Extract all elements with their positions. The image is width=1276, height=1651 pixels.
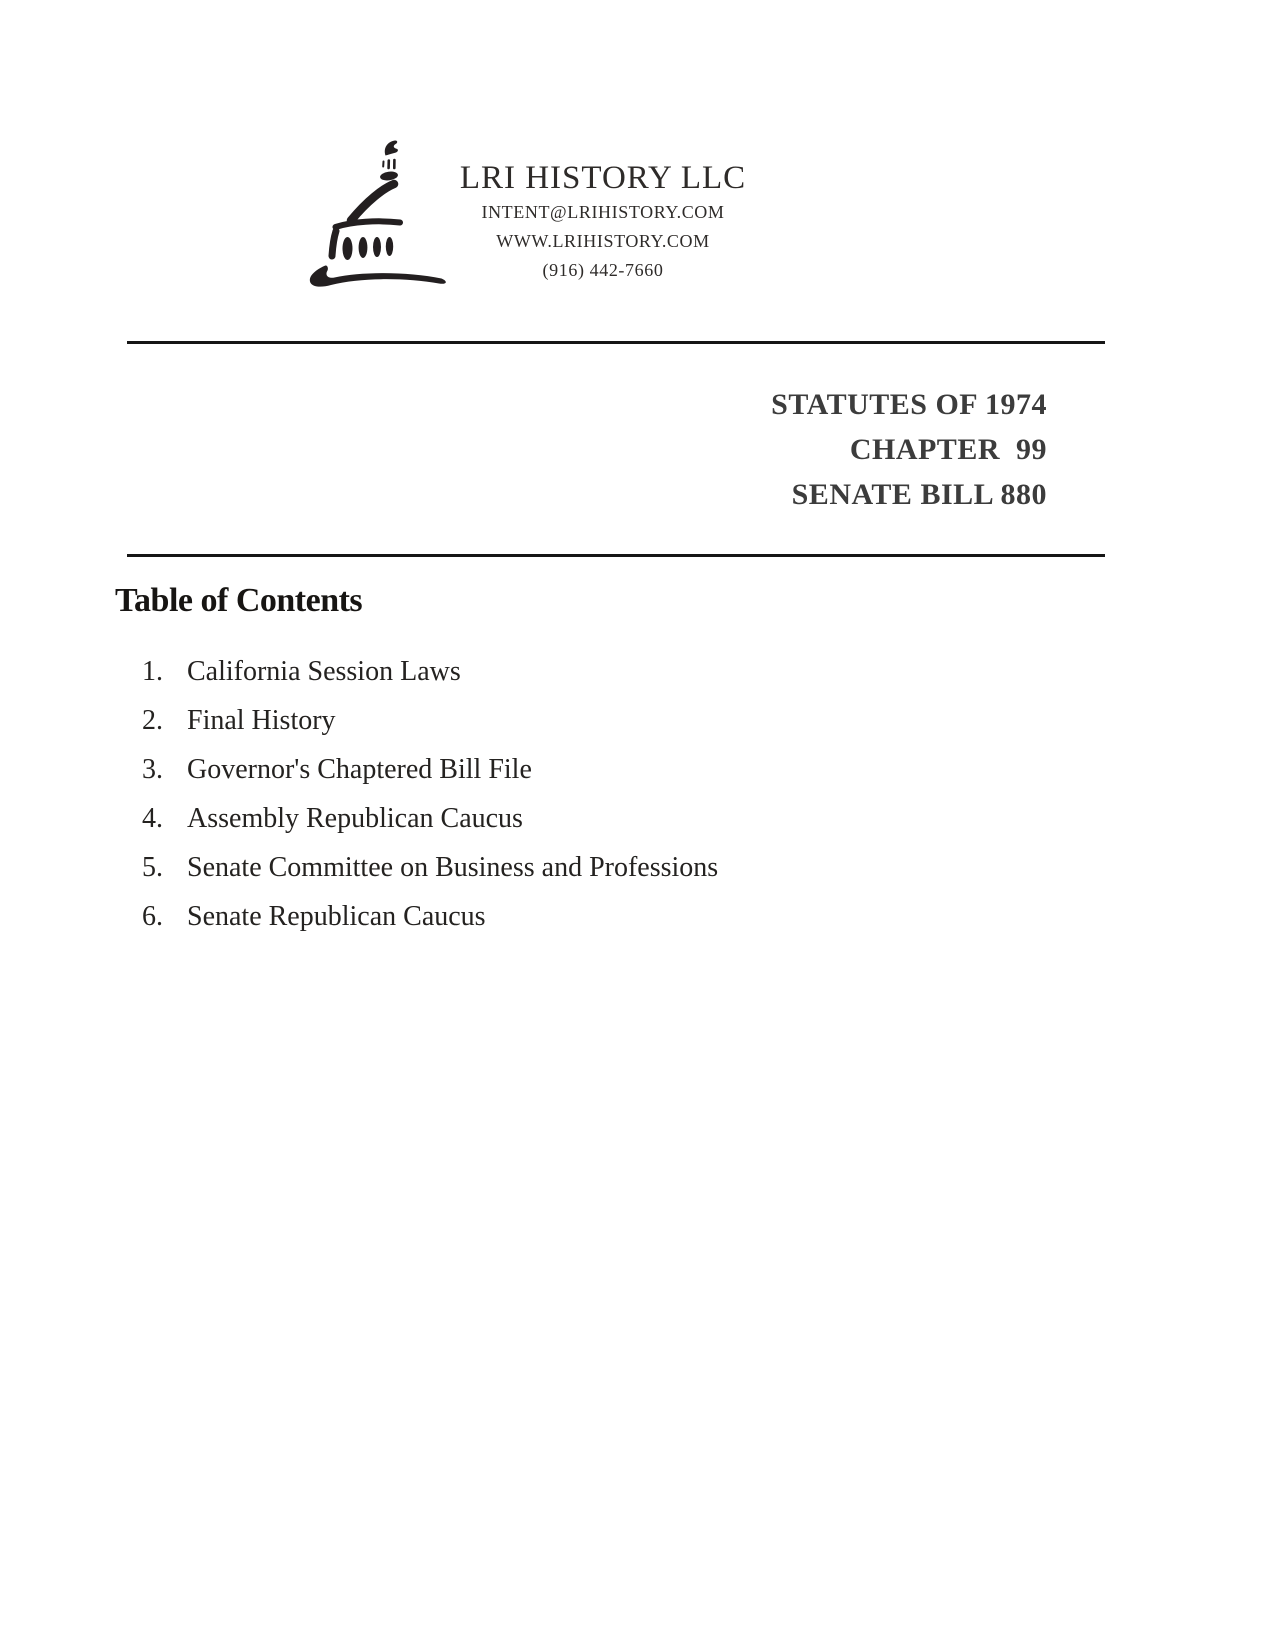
- toc-item: [142, 892, 718, 941]
- horizontal-rule-bottom: [127, 554, 1105, 557]
- toc-list: [142, 647, 718, 941]
- statute-title-block: [771, 382, 1047, 517]
- toc-item: [142, 745, 718, 794]
- letterhead: [433, 158, 773, 285]
- chapter-line: CHAPTER 99: [849, 433, 1047, 466]
- toc-item: [142, 696, 718, 745]
- toc-item-label: Senate Committee on Business and Professions: [187, 852, 719, 883]
- company-name: LRI HISTORY LLC: [459, 160, 747, 196]
- toc-item-number: 3.: [142, 754, 163, 785]
- senate-bill-line: SENATE BILL 880: [791, 478, 1047, 511]
- toc-item-label: Assembly Republican Caucus: [187, 803, 523, 834]
- toc-item-label: Final History: [187, 705, 336, 736]
- statutes-line: STATUTES OF 1974: [771, 388, 1047, 421]
- toc-item-label: Senate Republican Caucus: [187, 901, 486, 932]
- toc-item-label: California Session Laws: [187, 656, 461, 687]
- toc-item-number: 2.: [142, 705, 163, 736]
- toc-item-label: Governor's Chaptered Bill File: [187, 754, 532, 785]
- toc-item: [142, 647, 718, 696]
- company-email: INTENT@LRIHISTORY.COM: [481, 202, 725, 222]
- toc-item-number: 4.: [142, 803, 163, 834]
- toc-item-number: 6.: [142, 901, 163, 932]
- company-website: WWW.LRIHISTORY.COM: [496, 231, 710, 251]
- company-phone: (916) 442-7660: [542, 260, 664, 280]
- toc-heading: Table of Contents: [115, 582, 363, 619]
- toc-item-number: 5.: [142, 852, 163, 883]
- toc-item-number: 1.: [142, 656, 163, 687]
- toc-item: [142, 843, 718, 892]
- toc-item: [142, 794, 718, 843]
- horizontal-rule-top: [127, 341, 1105, 344]
